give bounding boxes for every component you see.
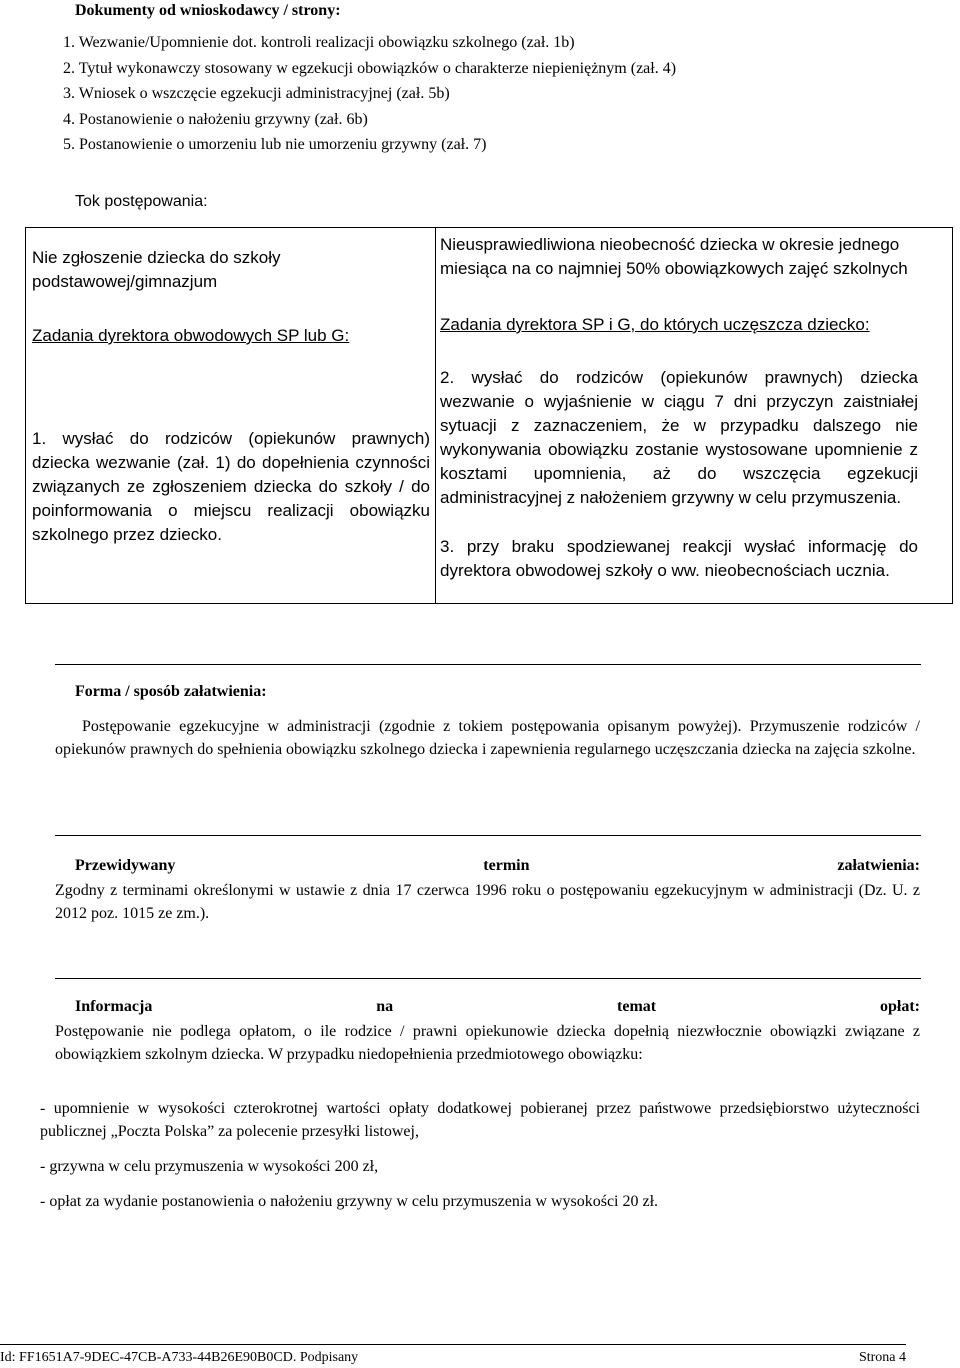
term-text: Zgodny z terminami określonymi w ustawie z dnia 17 czerwca 1996 roku o postępowaniu egzekucyjnym w administracji (Dz. U. z 2012 poz. 1015 ze zm.). <box>55 882 920 922</box>
fee-bullet: - opłat za wydanie postanowienia o nałożeniu grzywny w celu przymuszenia w wysokości 20 zł. <box>40 1193 659 1210</box>
right-step: 3. przy braku spodziewanej reakcji wysłać informację do dyrektora obwodowej szkoły o ww. nieobecnościach ucznia. <box>440 537 918 580</box>
form-heading: Forma / sposób załatwienia: <box>75 683 267 700</box>
form-text: Postępowanie egzekucyjne w administracji (zgodnie z tokiem postępowania opisanym powyżej). Przymuszenie rodziców / opiekunów prawnych do spełnienia obowiązku szkolnego dziecka i zapewnienia regularnego uczęszczania dziecka na zajęcia szkolne. <box>55 718 920 758</box>
procedure-heading: Tok postępowania: <box>75 193 208 210</box>
docs-list-item: 4. Postanowienie o nałożeniu grzywny (zał. 6b) <box>63 110 368 128</box>
fee-bullet: - grzywna w celu przymuszenia w wysokości 200 zł, <box>40 1158 379 1175</box>
right-tasks-heading: Zadania dyrektora SP i G, do których uczęszcza dziecko: <box>440 315 870 334</box>
left-step: 1. wysłać do rodziców (opiekunów prawnych) dziecka wezwanie (zał. 1) do dopełnienia czynności związanych ze zgłoszeniem dziecka do szkoły / do poinformowania o miejscu realizacji obowiązku szkolnego przez dziecko. <box>32 429 430 544</box>
section-divider <box>55 664 921 665</box>
section-divider <box>55 835 921 836</box>
docs-list-item: 2. Tytuł wykonawczy stosowany w egzekucji obowiązków o charakterze niepieniężnym (zał. 4) <box>63 59 677 77</box>
footer-rule <box>0 1344 906 1345</box>
section-divider <box>55 978 921 979</box>
fee-heading: Informacja na temat opłat: <box>75 998 920 1015</box>
procedure-box <box>25 227 953 604</box>
footer-id: Id: FF1651A7-9DEC-47CB-A733-44B26E90B0CD. Podpisany <box>0 1350 359 1365</box>
term-heading: Przewidywany termin załatwienia: <box>75 857 920 874</box>
fee-bullets <box>40 1097 920 1213</box>
docs-list <box>63 30 676 158</box>
left-tasks-heading: Zadania dyrektora obwodowych SP lub G: <box>32 326 350 345</box>
footer-page-number: Strona 4 <box>858 1350 906 1365</box>
column-divider <box>435 228 436 603</box>
right-case-title: Nieusprawiedliwiona nieobecność dziecka w okresie jednego miesiąca na co najmniej 50% obowiązkowych zajęć szkolnych <box>440 235 908 278</box>
left-case-title: Nie zgłoszenie dziecka do szkoły podstawowej/gimnazjum <box>32 248 281 291</box>
docs-heading: Dokumenty od wnioskodawcy / strony: <box>75 2 341 19</box>
docs-list-item: 1. Wezwanie/Upomnienie dot. kontroli realizacji obowiązku szkolnego (zał. 1b) <box>63 34 575 51</box>
docs-list-item: 5. Postanowienie o umorzeniu lub nie umorzeniu grzywny (zał. 7) <box>63 136 487 153</box>
fee-text: Postępowanie nie podlega opłatom, o ile rodzice / prawni opiekunowie dziecka dopełnią niezwłocznie obowiązki związane z obowiązkiem szkolnym dziecka. W przypadku niedopełnienia przedmiotowego obowiązku: <box>55 1023 920 1063</box>
fee-bullet: - upomnienie w wysokości czterokrotnej wartości opłaty dodatkowej pobieranej przez państwowe przedsiębiorstwo użyteczności publicznej „Poczta Polska” za polecenie przesyłki listowej, <box>40 1100 920 1140</box>
docs-list-item: 3. Wniosek o wszczęcie egzekucji administracyjnej (zał. 5b) <box>63 85 450 102</box>
right-step: 2. wysłać do rodziców (opiekunów prawnych) dziecka wezwanie o wyjaśnienie w ciągu 7 dni przyczyn zaistniałej sytuacji z zaznaczeniem, że w przypadku dalszego nie wykonywania obowiązku zostanie wystosowane upomnienie z kosztami upomnienia, aż do wszczęcia egzekucji administracyjnej z nałożeniem grzywny w celu przymuszenia. <box>440 368 918 507</box>
